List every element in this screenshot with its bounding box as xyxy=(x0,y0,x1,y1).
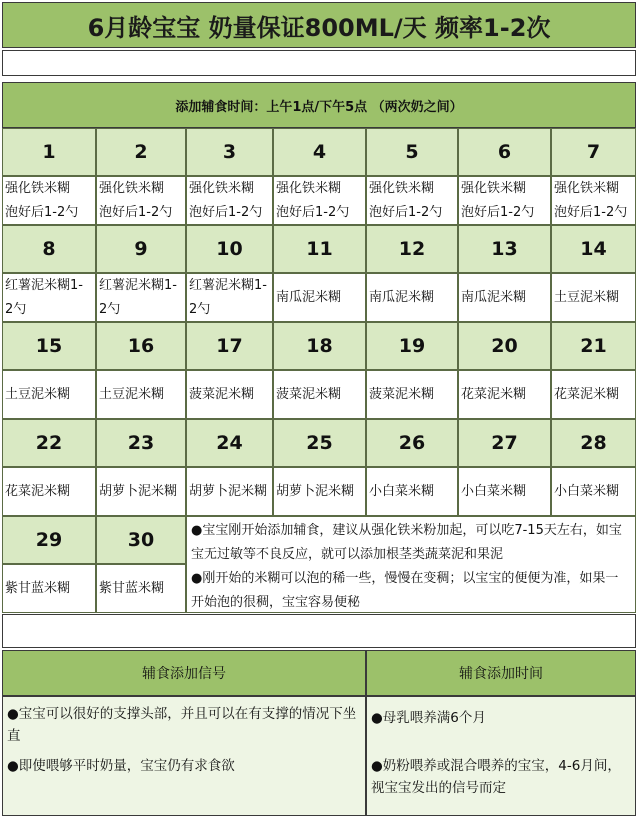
food-line: 泡好后1-2勺 xyxy=(554,204,628,220)
day-food xyxy=(458,467,551,516)
day-food xyxy=(273,176,366,225)
signal-item: ●宝宝可以很好的支撑头部，并且可以在有支撑的情况下坐直 xyxy=(7,706,357,744)
day-number: 18 xyxy=(273,322,366,370)
day-number: 2 xyxy=(96,128,186,176)
info-section xyxy=(2,650,636,806)
food-line: 菠菜泥米糊 xyxy=(189,386,255,402)
blank-row-2 xyxy=(2,614,636,648)
day-food xyxy=(186,176,273,225)
day-food xyxy=(96,176,186,225)
day-number: 10 xyxy=(186,225,273,273)
timing-item: ●母乳喂养满6个月 xyxy=(371,710,486,726)
feeding-time-subtitle: 添加辅食时间：上午1点/下午5点 （两次奶之间） xyxy=(2,82,636,128)
blank-row xyxy=(2,50,636,76)
day-food xyxy=(551,370,636,419)
note-text: ●刚开始的米糊可以泡的稀一些，慢慢在变稠；以宝宝的便便为准，如果一开始泡的很稠，宝宝容易便秘 xyxy=(191,571,619,610)
day-food xyxy=(96,564,186,613)
day-number: 4 xyxy=(273,128,366,176)
day-number: 17 xyxy=(186,322,273,370)
day-number: 22 xyxy=(2,419,96,467)
food-line: 强化铁米糊 xyxy=(189,180,255,196)
day-food xyxy=(96,273,186,322)
food-line: 红薯泥米糊1- xyxy=(99,277,177,293)
day-food xyxy=(273,467,366,516)
day-number: 12 xyxy=(366,225,458,273)
note-text: ●宝宝刚开始添加辅食，建议从强化铁米粉加起，可以吃7-15天左右，如宝宝无过敏等不良反应，就可以添加根茎类蔬菜泥和果泥 xyxy=(191,523,622,562)
timing-body xyxy=(366,696,636,816)
timing-item: ●奶粉喂养或混合喂养的宝宝，4-6月间，视宝宝发出的信号而定 xyxy=(371,758,621,796)
food-line: 紫甘蓝米糊 xyxy=(5,580,71,596)
day-food xyxy=(186,467,273,516)
food-line: 花菜泥米糊 xyxy=(554,386,620,402)
food-line: 泡好后1-2勺 xyxy=(189,204,263,220)
food-line: 2勺 xyxy=(189,301,211,317)
day-number: 23 xyxy=(96,419,186,467)
day-food xyxy=(2,176,96,225)
food-line: 红薯泥米糊1- xyxy=(189,277,267,293)
signals-header: 辅食添加信号 xyxy=(2,650,366,696)
food-line: 强化铁米糊 xyxy=(369,180,435,196)
page-title: 6月龄宝宝 奶量保证800ML/天 频率1-2次 xyxy=(2,2,636,48)
day-number: 19 xyxy=(366,322,458,370)
day-number: 9 xyxy=(96,225,186,273)
food-line: 紫甘蓝米糊 xyxy=(99,580,165,596)
food-line: 菠菜泥米糊 xyxy=(276,386,342,402)
food-line: 小白菜米糊 xyxy=(461,483,527,499)
day-number: 20 xyxy=(458,322,551,370)
day-number: 13 xyxy=(458,225,551,273)
day-food xyxy=(273,370,366,419)
day-number: 1 xyxy=(2,128,96,176)
day-food xyxy=(366,370,458,419)
food-line: 2勺 xyxy=(5,301,27,317)
day-number: 29 xyxy=(2,516,96,564)
day-food xyxy=(551,467,636,516)
day-food xyxy=(366,467,458,516)
food-line: 南瓜泥米糊 xyxy=(461,289,527,305)
food-line: 菠菜泥米糊 xyxy=(369,386,435,402)
day-food xyxy=(2,273,96,322)
food-line: 胡萝卜泥米糊 xyxy=(276,483,355,499)
day-food xyxy=(366,176,458,225)
food-line: 强化铁米糊 xyxy=(461,180,527,196)
food-line: 土豆泥米糊 xyxy=(554,289,620,305)
food-line: 花菜泥米糊 xyxy=(5,483,71,499)
day-number: 5 xyxy=(366,128,458,176)
day-food xyxy=(186,370,273,419)
food-line: 南瓜泥米糊 xyxy=(276,289,342,305)
day-food xyxy=(2,370,96,419)
timing-header: 辅食添加时间 xyxy=(366,650,636,696)
day-number: 3 xyxy=(186,128,273,176)
food-line: 小白菜米糊 xyxy=(554,483,620,499)
food-line: 强化铁米糊 xyxy=(554,180,620,196)
day-food xyxy=(186,273,273,322)
day-number: 24 xyxy=(186,419,273,467)
food-line: 花菜泥米糊 xyxy=(461,386,527,402)
day-food xyxy=(2,467,96,516)
day-food xyxy=(458,370,551,419)
day-number: 30 xyxy=(96,516,186,564)
food-line: 强化铁米糊 xyxy=(5,180,71,196)
day-number: 26 xyxy=(366,419,458,467)
food-line: 小白菜米糊 xyxy=(369,483,435,499)
day-food xyxy=(458,273,551,322)
day-food xyxy=(96,467,186,516)
food-line: 南瓜泥米糊 xyxy=(369,289,435,305)
day-number: 28 xyxy=(551,419,636,467)
day-food xyxy=(551,273,636,322)
signal-item: ●即使喂够平时奶量，宝宝仍有求食欲 xyxy=(7,758,235,774)
food-line: 土豆泥米糊 xyxy=(99,386,165,402)
day-food xyxy=(2,564,96,613)
day-food xyxy=(458,176,551,225)
food-line: 泡好后1-2勺 xyxy=(5,204,79,220)
day-food xyxy=(366,273,458,322)
food-line: 胡萝卜泥米糊 xyxy=(99,483,178,499)
signals-body xyxy=(2,696,366,816)
day-food xyxy=(96,370,186,419)
day-number: 16 xyxy=(96,322,186,370)
day-number: 8 xyxy=(2,225,96,273)
food-line: 强化铁米糊 xyxy=(276,180,342,196)
food-line: 泡好后1-2勺 xyxy=(99,204,173,220)
day-number: 14 xyxy=(551,225,636,273)
food-line: 红薯泥米糊1- xyxy=(5,277,83,293)
day-number: 25 xyxy=(273,419,366,467)
food-line: 泡好后1-2勺 xyxy=(369,204,443,220)
food-line: 泡好后1-2勺 xyxy=(276,204,350,220)
food-line: 胡萝卜泥米糊 xyxy=(189,483,268,499)
food-line: 泡好后1-2勺 xyxy=(461,204,535,220)
day-number: 27 xyxy=(458,419,551,467)
notes-cell xyxy=(186,516,636,613)
day-number: 7 xyxy=(551,128,636,176)
food-line: 强化铁米糊 xyxy=(99,180,165,196)
day-number: 6 xyxy=(458,128,551,176)
day-food xyxy=(273,273,366,322)
day-number: 15 xyxy=(2,322,96,370)
day-number: 21 xyxy=(551,322,636,370)
food-line: 2勺 xyxy=(99,301,121,317)
food-line: 土豆泥米糊 xyxy=(5,386,71,402)
day-food xyxy=(551,176,636,225)
day-number: 11 xyxy=(273,225,366,273)
